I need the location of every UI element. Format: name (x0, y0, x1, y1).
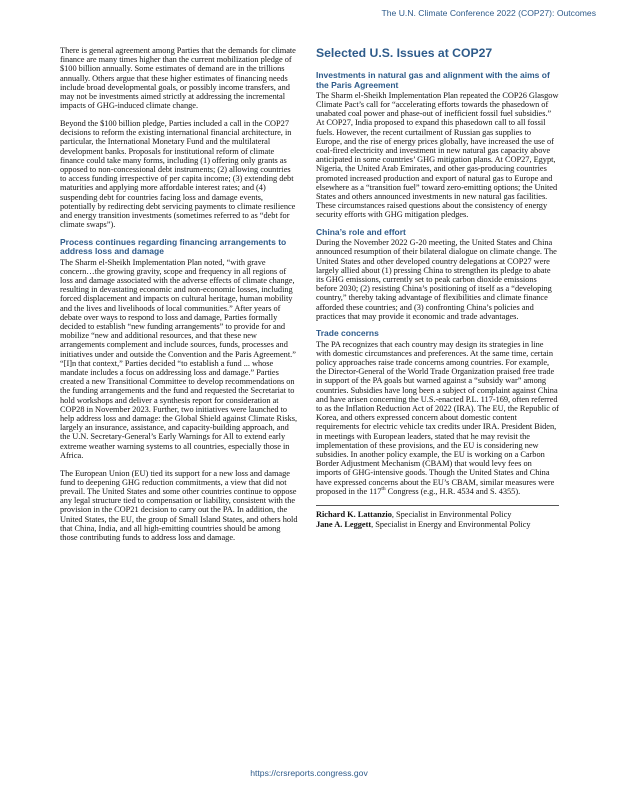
paragraph-china: During the November 2022 G-20 meeting, the United States and China announced resumption of their bilateral dialogue on climate change. The United States and other developed country delegations at COP27 were largely allied about (1) pressing China to strengthen its pledge to abate its GHG emissions, currently set to peak carbon dioxide emissions before 2030; (2) resisting China’s positioning of itself as a “developing country,” thereby taking advantage of flexibilities and climate finance afforded these countries; and (3) confronting China’s policies and practices that may provide it economic and trade advantages. (316, 238, 557, 321)
author-role: , Specialist in Energy and Environmental Policy (371, 519, 531, 529)
author-name: Richard K. Lattanzio (316, 509, 392, 519)
paragraph-finance-demand: There is general agreement among Parties that the demands for climate finance are many times higher than the current mobilization pledge of $100 billion annually. Some estimates of demand are in the trillions annually. Others argue that these higher estimates of financing needs include broad developmental goals, or possibly income transfers, and may not be investments aimed strictly at addressing the incremental impacts of GHG-induced climate change. (60, 46, 296, 111)
heading-natural-gas: Investments in natural gas and alignment with the aims of the Paris Agreement (316, 70, 550, 90)
author-name: Jane A. Leggett (316, 519, 372, 529)
heading-trade: Trade concerns (316, 328, 379, 339)
paragraph-eu-position: The European Union (EU) tied its support for a new loss and damage fund to deepening GHG reduction commitments, a view that did not prevail. The United States and some other countries continue to oppose any legal structure tied to compensation or liability, consistent with the provision in the COP21 decision to carry out the PA. In addition, the United States, the EU, the group of Small Island States, and others hold that China, India, and all high-emitting countries should be among those contributing funds to address loss and damage. (60, 468, 298, 542)
author-line (316, 520, 559, 530)
paragraph-natural-gas: The Sharm el-Sheikh Implementation Plan repeated the COP26 Glasgow Climate Pact’s call for “accelerating efforts towards the phasedown of unabated coal power and phase-out of inefficient fossil fuel subsidies.” At COP27, India proposed to expand this phasedown call to all fossil fuels. However, the recent curtailment of Russian gas supplies to Europe, and the rise of energy prices globally, have increased the use of coal-fired electricity and investment in new natural gas capacity above anticipated in some countries’ GHG mitigation plans. At COP27, Egypt, Nigeria, the United Arab Emirates, and other gas-producing countries promoted increased production and export of natural gas to Europe and elsewhere as a “transition fuel” toward zero-emitting options; the United States and others announced investments in new natural gas facilities. These circumstances raised questions about the consistency of energy security efforts with GHG mitigation pledges. (316, 90, 559, 220)
paragraph-trade (316, 340, 559, 496)
section-title: Selected U.S. Issues at COP27 (316, 46, 493, 60)
ordinal-suffix: th (381, 486, 386, 493)
paragraph-finance-reform: Beyond the $100 billion pledge, Parties included a call in the COP27 decisions to reform the existing international financial architecture, in particular, the International Monetary Fund and the multilateral development banks. Proposals for institutional reform of climate finance could take many forms, including (1) offering only grants as opposed to non-concessional debt instruments; (2) allowing countries to access funding irrespective of per capita income; (3) extending debt maturities and applying more affordable interest rates; and (4) suspending debt for countries facing loss and damage events, potentially by redirecting debt servicing payments to climate resilience and energy transition investments (sometimes referred to as “debt for climate swaps”). (60, 118, 296, 230)
heading-china: China’s role and effort (316, 227, 406, 238)
author-line (316, 510, 559, 520)
right-column (316, 46, 559, 530)
author-role: , Specialist in Environmental Policy (391, 509, 512, 519)
footer-url[interactable]: https://crsreports.congress.gov (250, 768, 368, 778)
trade-text: The PA recognizes that each country may design its strategies in line with domestic circumstances and preferences. At the same time, certain policy approaches raise trade concerns among countries. For example, the Director-General of the World Trade Organization praised free trade in support of the PA goals but warned against a “subsidy war” among countries. Subsidies have long been a subject of complaint against China and have arisen concerning the U.S.-enacted P.L. 117-169, often referred to as the Inflation Reduction Act of 2022 (IRA). The EU, the Republic of Korea, and others expressed concern about domestic content requirements for electric vehicle tax credits under IRA. President Biden, in meetings with European leaders, stated that he may revisit the implementation of these provisions, and the EU is considering new subsidies. In another policy example, the EU is working on a Carbon Border Adjustment Mechanism (CBAM) that would levy fees on imports of GHG-intensive goods. Though the United States and China have expressed concerns about the EU’s CBAM, similar measures were proposed in the 117 (316, 339, 559, 496)
running-header: The U.N. Climate Conference 2022 (COP27): Outcomes (381, 8, 596, 18)
heading-loss-and-damage: Process continues regarding financing arrangements to address loss and damage (60, 236, 287, 257)
trade-text-end: Congress (e.g., H.R. 4534 and S. 4355). (385, 486, 521, 496)
author-divider (316, 505, 559, 506)
paragraph-loss-and-damage: The Sharm el-Sheikh Implementation Plan noted, “with grave concern…the growing gravity, scope and frequency in all regions of loss and damage associated with the adverse effects of climate change, resulting in devastating economic and non-economic losses, including forced displacement and impacts on cultural heritage, human mobility and the lives and livelihoods of local communities.” After years of debate over ways to respond to loss and damage, Parties formally decided to establish “new funding arrangements” to provide for and mobilize “new and additional resources, and that these new arrangements complement and include sources, funds, processes and initiatives under and outside the Convention and the Paris Agreement.” “[I]n that context,” Parties decided “to establish a fund ... whose mandate includes a focus on addressing loss and damage.” Parties created a new Transitional Committee to develop recommendations on the funding arrangements and the fund and requested the Secretariat to hold workshops and deliver a synthesis report for consideration at COP28 in November 2023. Further, two initiatives were launched to help address loss and damage: the Global Shield against Climate Risks, largely an insurance, assistance, and capacity-building approach, and the U.N. Secretary-General’s Early Warnings for All to extend early extreme weather warning systems to all countries, especially those in Africa. (60, 257, 298, 460)
left-column (60, 46, 299, 551)
